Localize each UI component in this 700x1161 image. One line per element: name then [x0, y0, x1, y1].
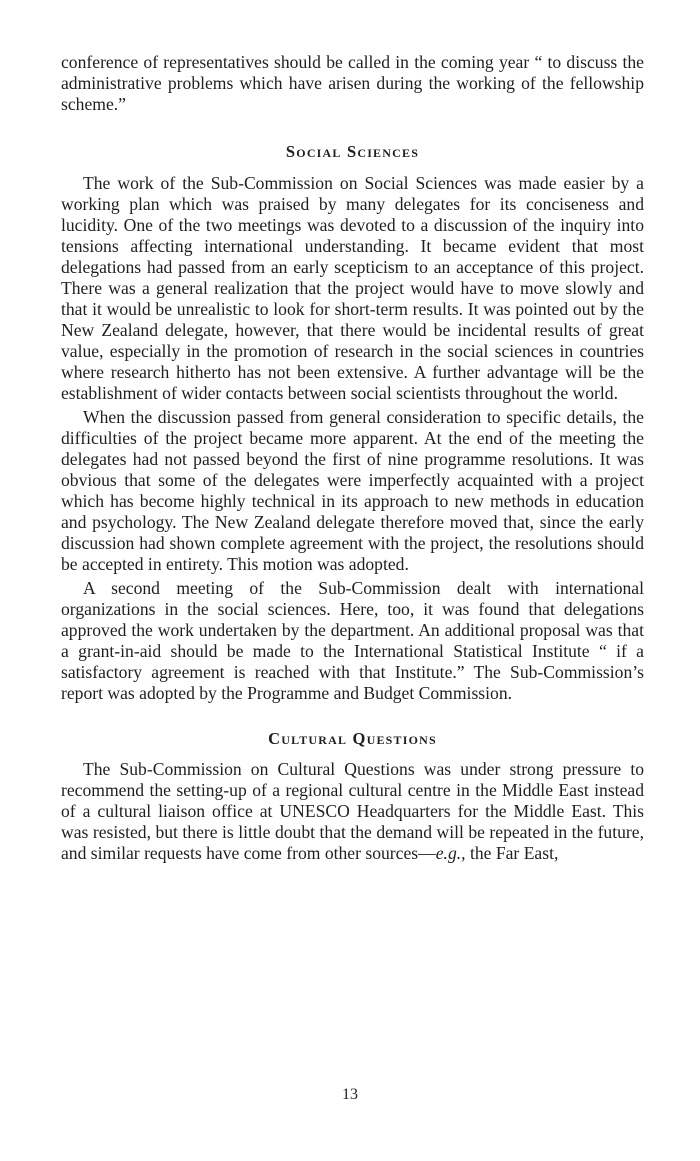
body-text: the Far East,	[465, 843, 559, 863]
body-paragraph: A second meeting of the Sub-Commission dealt with international organizations in the social sciences. Here, too, it was found that delegations approved the work undertaken by the department. An additional proposal was that a grant-in-aid should be made to the International Statistical Institute “ if a satisfactory agreement is reached with that Institute.” The Sub-Commission’s report was adopted by the Programme and Budget Commission.	[61, 578, 644, 703]
italic-abbreviation: e.g.,	[435, 843, 466, 863]
body-paragraph	[61, 759, 644, 864]
page-number: 13	[342, 1086, 358, 1103]
body-paragraph: The work of the Sub-Commission on Social Sciences was made easier by a working plan which was praised by many delegates for its conciseness and lucidity. One of the two meetings was devoted to a discussion of the inquiry into tensions affecting international understanding. It became evident that most delegations had passed from an early scepticism to an acceptance of this project. There was a general realization that the project would have to move slowly and that it would be unrealistic to look for short-term results. It was pointed out by the New Zealand delegate, however, that there would be incidental results of great value, especially in the promotion of research in the social sciences in countries where research hitherto has not been extensive. A further advantage will be the establishment of wider contacts between social scientists throughout the world.	[61, 173, 644, 403]
section-heading-cultural-questions: Cultural Questions	[268, 729, 437, 748]
section-heading-social-sciences: Social Sciences	[285, 142, 420, 161]
body-paragraph: When the discussion passed from general consideration to specific details, the difficulties of the project became more apparent. At the end of the meeting the delegates had not passed beyond the first of nine programme resolutions. It was obvious that some of the delegates were imperfectly acquainted with a project which has become highly technical in its approach to new methods in education and psychology. The New Zealand delegate therefore moved that, since the early discussion had shown complete agreement with the project, the resolutions should be accepted in entirety. This motion was adopted.	[61, 407, 644, 574]
body-text: The Sub-Commission on Cultural Questions was under strong pressure to recommend the setting-up of a regional cultural centre in the Middle East instead of a cultural liaison office at UNESCO Headquarters for the Middle East. This was resisted, but there is little doubt that the demand will be repeated in the future, and similar requests have come from other sources—	[61, 759, 644, 863]
continuation-paragraph: conference of representatives should be called in the coming year “ to discuss the administrative problems which have arisen during the working of the fellowship scheme.”	[61, 52, 644, 114]
